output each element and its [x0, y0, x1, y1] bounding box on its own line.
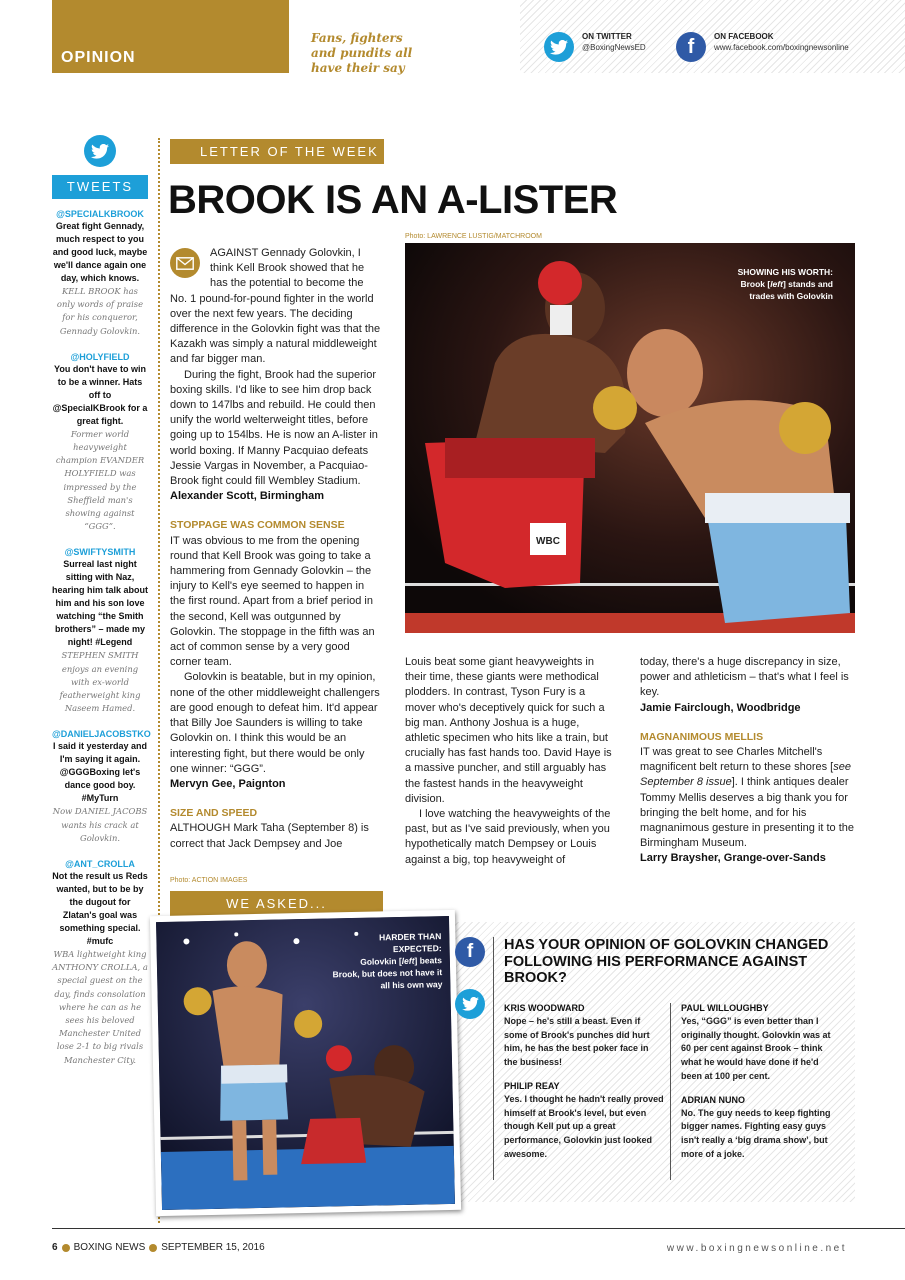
tweet-handle[interactable]: @DANIELJACOBSTKO [52, 729, 151, 740]
respondent-name: KRIS WOODWARD [504, 1003, 585, 1013]
respondent-name: PAUL WILLOUGHBY [681, 1003, 769, 1013]
photo-credit: Photo: LAWRENCE LUSTIG/MATCHROOM [405, 233, 542, 240]
tweet-handle[interactable]: @SWIFTYSMITH [64, 547, 136, 558]
website-url[interactable]: www.boxingnewsonline.net [666, 1243, 847, 1254]
twitter-handle[interactable]: @BoxingNewsED [582, 43, 646, 52]
section-tagline: Fans, fighters and pundits all have their say [311, 31, 413, 75]
photo-caption [713, 266, 833, 302]
caption-text: Golovkin [left] beats Brook, but does not have it all his own way [332, 955, 443, 991]
photo-caption [331, 930, 442, 992]
photo-credit: Photo: ACTION IMAGES [170, 877, 248, 884]
issue-date: SEPTEMBER 15, 2016 [161, 1242, 265, 1253]
letter-signature: Alexander Scott, Birmingham [170, 490, 325, 503]
tweet-text: I said it yesterday and I'm saying it again. @GGGBoxing let's dance good boy. #MyTurn [52, 741, 148, 804]
publication-name: BOXING NEWS [73, 1242, 146, 1253]
footer-dot [149, 1244, 157, 1252]
letter-paragraph: I love watching the heavyweights of the past, but as I've said previously, when you hypothetically match Dempsey or Louis against a big, top heavyweight of [405, 808, 611, 866]
tweet-item [52, 858, 148, 1067]
letter-signature: Larry Braysher, Grange-over-Sands [640, 852, 826, 865]
facebook-link[interactable] [676, 32, 849, 62]
tweet-caption: Former world heavyweight champion EVANDER HOLYFIELD was impressed by the Sheffield man's showing against “GGG”. [55, 428, 145, 532]
tweet-caption: KELL BROOK has only words of praise for his conqueror, Gennady Golovkin. [56, 286, 144, 336]
respondent-answer: Yes. I thought he hadn't really proved himself at Brook's level, but even though Kell put up a great performance, Golovkin just looked awesome. [504, 1093, 664, 1159]
twitter-icon [84, 135, 116, 167]
twitter-icon [455, 989, 485, 1019]
letter-paragraph: ALTHOUGH Mark Taha (September 8) is correct that Jack Dempsey and Joe [170, 822, 369, 850]
tweets-list [52, 208, 151, 1080]
respondent-answer: Nope – he's still a beast. Even if some of Brook's punches did hurt him, he has the best poker face in the business! [504, 1016, 650, 1068]
caption-heading: SHOWING HIS WORTH: [737, 267, 833, 277]
section-banner [52, 0, 289, 73]
tweet-item [52, 208, 148, 338]
letters-column-2 [405, 655, 617, 868]
fight-photo-golovkin-knockdown [150, 910, 461, 1216]
caption-text: Brook [left] stands and trades with Golovkin [740, 279, 833, 301]
tweet-text: Surreal last night sitting with Naz, hearing him talk about him and his son love watching “the Smith brothers” – made my night! #Legend [52, 559, 149, 648]
twitter-icon [544, 32, 574, 62]
poll-divider [670, 1003, 671, 1180]
fight-photo-brook-golovkin [405, 243, 855, 633]
tweet-caption: Now DANIEL JACOBS wants his crack at Golovkin. [52, 806, 148, 843]
facebook-url[interactable]: www.facebook.com/boxingnewsonline [714, 43, 849, 52]
svg-text:WBC: WBC [536, 536, 560, 547]
letter-subheading: SIZE AND SPEED [170, 807, 258, 820]
letter-paragraph: today, there's a huge discrepancy in size, power and athleticism – that's what I feel is key. [640, 656, 849, 699]
letter-paragraph: IT was obvious to me from the opening round that Kell Brook was going to take a hammering from Gennady Golovkin – the injury to Kell's eye seemed to happen in the first round. Apart from a brief period in the second, Kell was outgunned by Golovkin. The stoppage in the fifth was an act of common sense by a very good corner team. [170, 534, 375, 669]
twitter-label: ON TWITTER [582, 32, 632, 41]
letter-paragraph: AGAINST Gennady Golovkin, I think Kell Brook showed that he has the potential to become the No. 1 pound-for-pound fighter in the world over the next few years. The deciding difference in the Golovkin fight was that the Kazakh was simply a natural middleweight and far bigger man. [170, 247, 381, 366]
tweet-handle[interactable]: @SPECIALKBROOK [56, 209, 144, 219]
tweet-item [52, 351, 148, 534]
page-headline: BROOK IS AN A-LISTER [168, 178, 618, 222]
letter-signature: Mervyn Gee, Paignton [170, 777, 286, 790]
tweets-title: TWEETS [52, 175, 148, 199]
tweet-item [52, 546, 148, 715]
we-asked-label: WE ASKED... [170, 891, 383, 916]
tweet-handle[interactable]: @HOLYFIELD [70, 351, 130, 362]
page-footer [52, 1242, 265, 1253]
twitter-link[interactable] [544, 32, 646, 62]
tweet-text: Not the result us Reds wanted, but to be by the dugout for Zlatan's goal was something special. #mufc [52, 871, 148, 947]
respondent-answer: No. The guy needs to keep fighting bigger names. Fighting easy guys isn't really a ‘big drama show’, but more of a joke. [681, 1107, 831, 1159]
facebook-icon: f [455, 937, 485, 967]
letters-column-3 [640, 655, 856, 867]
letter-paragraph: IT was great to see Charles Mitchell's magnificent belt return to these shores [see September 8 issue]. I think antiques dealer Tommy Mellis deserves a big thank you for bringing the belt home, and for his magnanimous gesture in presenting it to the Birmingham Museum. [640, 746, 855, 850]
social-bar [520, 0, 905, 73]
facebook-icon: f [676, 32, 706, 62]
letter-paragraph: Louis beat some giant heavyweights in their time, these giants were methodical plodders. In contrast, Tyson Fury is a mover who's deceptively quick for such a big man. Anthony Joshua is a huge, athletic specimen who hits like a train, but crucially has fast hands too. David Haye is a massive puncher, and still arguably has the fastest hands in the heavyweight division. [405, 656, 612, 805]
respondent-answer: Yes, “GGG” is even better than I originally thought. Golovkin was at 60 per cent against Brook – think what he would have done if he'd been at 100 per cent. [681, 1016, 831, 1081]
letter-subheading: STOPPAGE WAS COMMON SENSE [170, 519, 345, 532]
facebook-label: ON FACEBOOK [714, 32, 774, 41]
tweet-handle[interactable]: @ANT_CROLLA [65, 859, 135, 870]
caption-heading: HARDER THAN EXPECTED: [378, 931, 442, 955]
letters-column-1 [170, 246, 382, 851]
letter-paragraph: During the fight, Brook had the superior boxing skills. I'd like to see him drop back down to 147lbs and rebuild. He could then unify the world welterweight titles, before going up to 154lbs. He is now an A-lister in world boxing. If Manny Pacquiao defeats Jessie Vargas in November, a Pacquiao-Brook fight could fill Wembley Stadium. [170, 368, 378, 488]
letter-paragraph: Golovkin is beatable, but in my opinion, none of the other middleweight challengers are good enough to defeat him. It'd appear that Billy Joe Saunders is willing to take Golovkin on. I think this would be an interesting fight, but there would be only one winner: “GGG”. [170, 671, 380, 775]
letter-signature: Jamie Fairclough, Woodbridge [640, 701, 801, 714]
respondent-name: ADRIAN NUNO [681, 1094, 745, 1105]
tweet-item [52, 728, 151, 845]
footer-dot [62, 1244, 70, 1252]
section-label: OPINION [61, 49, 136, 66]
page-number: 6 [52, 1242, 58, 1253]
respondent-name: PHILIP REAY [504, 1080, 560, 1091]
letter-of-week-label: LETTER OF THE WEEK [170, 139, 384, 164]
poll-answers-right [681, 1003, 841, 1172]
letter-subheading: MAGNANIMOUS MELLIS [640, 730, 764, 743]
tweet-caption: WBA lightweight king ANTHONY CROLLA, a special guest on the day, finds consolation where he can as he sees his beloved Manchester United lose 2-1 to big rivals Manchester City. [52, 949, 148, 1065]
tweet-text: Great fight Gennady, much respect to you and good luck, maybe we'll dance again one day, which knows. [52, 221, 148, 283]
tweet-text: You don't have to win to be a winner. Hats off to @SpecialKBrook for a great fight. [52, 363, 148, 426]
footer-rule [52, 1228, 905, 1229]
tweet-caption: STEPHEN SMITH enjoys an evening with ex-world featherweight king Naseem Hamed. [59, 650, 141, 714]
poll-answers-left [504, 1003, 664, 1172]
poll-divider [493, 937, 494, 1180]
poll-question: HAS YOUR OPINION OF GOLOVKIN CHANGED FOLLOWING HIS PERFORMANCE AGAINST BROOK? [504, 937, 829, 986]
